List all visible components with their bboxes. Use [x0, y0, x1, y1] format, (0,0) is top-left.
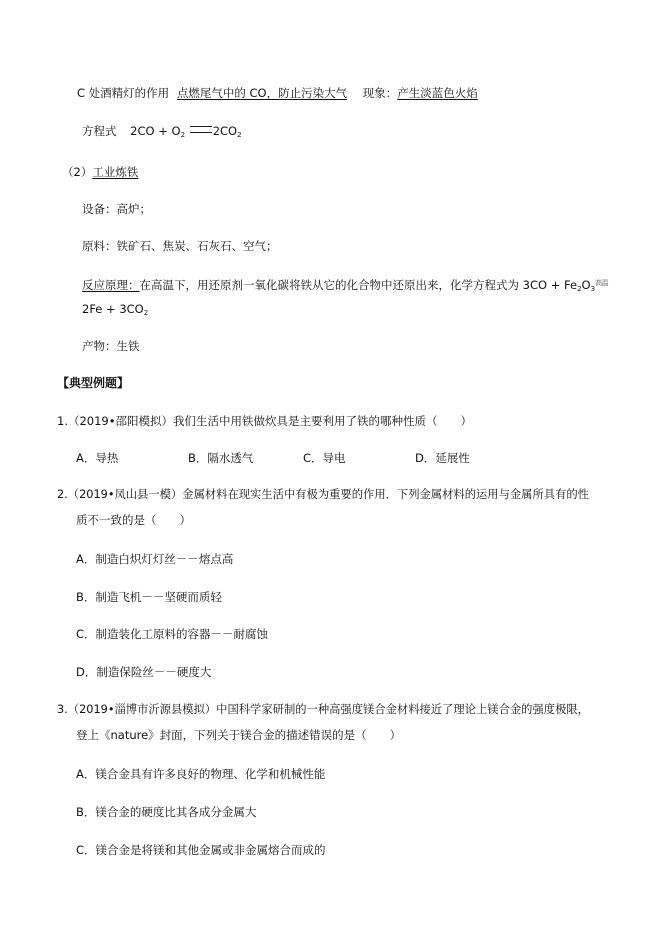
equation-line: [82, 124, 242, 142]
materials-line: 原料：铁矿石、焦炭、石灰石、空气；: [82, 239, 278, 253]
part2-heading: [62, 165, 138, 179]
q3-option-c[interactable]: C．镁合金是将镁和其他金属或非金属熔合而成的: [76, 843, 326, 857]
equation-rhs: $2CO_2$: [212, 124, 242, 139]
phenomenon-text: 产生淡蓝色火焰: [397, 86, 478, 100]
section-c-purpose: 点燃尾气中的 CO，防止污染大气: [176, 86, 348, 100]
section-c-line: [77, 86, 478, 100]
q2-option-b[interactable]: B．制造飞机－－坚硬而质轻: [76, 590, 222, 604]
equals-sign: [190, 126, 212, 133]
q2-option-d[interactable]: D．制造保险丝－－硬度大: [76, 665, 212, 679]
q1-option-d[interactable]: D．延展性: [415, 451, 470, 465]
q3-option-b[interactable]: B．镁合金的硬度比其各成分金属大: [76, 805, 257, 819]
equipment-line: 设备：高炉；: [82, 202, 151, 216]
q2-option-c[interactable]: C．制造装化工原料的容器－－耐腐蚀: [76, 627, 269, 641]
principle-label: 反应原理：: [82, 278, 140, 292]
q1-option-b[interactable]: B．隔水透气: [188, 451, 254, 465]
q2-option-a[interactable]: A．制造白炽灯灯丝－－熔点高: [76, 552, 234, 566]
part2-number: （2）: [62, 165, 93, 179]
q3-option-a[interactable]: A．镁合金具有许多良好的物理、化学和机械性能: [76, 767, 326, 781]
typical-examples-heading: 【典型例题】: [57, 376, 130, 390]
section-c-prefix: C 处酒精灯的作用: [77, 86, 170, 100]
principle-text: 在高温下，用还原剂一氧化碳将铁从它的化合物中还原出来，化学方程式为 3CO + Fe: [139, 278, 578, 292]
question-3-stem-line1: 3.（2019•淄博市沂源县模拟）中国科学家研制的一种高强度镁合金材料接近了理论上镁合金的强度极限，: [57, 703, 589, 716]
equation-lhs: $2CO + O_2$: [130, 124, 186, 139]
oxygen-symbol: O: [581, 278, 591, 292]
product-line: 产物：生铁: [82, 339, 140, 353]
question-2-stem-line1: 2.（2019•凤山县一模）金属材料在现实生活中有极为重要的作用．下列金属材料的运用与金属所具有的性: [57, 488, 589, 501]
principle-line: [82, 276, 608, 296]
equation-label: 方程式: [82, 124, 117, 138]
fe-subscript: 2: [577, 285, 582, 293]
q1-option-a[interactable]: A．导热: [76, 451, 119, 465]
question-1-stem: 1.（2019•邵阳模拟）我们生活中用铁做炊具是主要利用了铁的哪种性质（ ）: [57, 414, 473, 428]
principle-line-2: $2Fe + 3CO_2$: [82, 302, 149, 317]
q1-option-c[interactable]: C．导电: [303, 451, 346, 465]
part2-title: 工业炼铁: [92, 165, 139, 179]
question-3-stem-line2: 登上《nature》封面，下列关于镁合金的描述错误的是（ ）: [76, 728, 402, 742]
o-subscript: 3: [590, 285, 596, 293]
question-2-stem-line2: 质不一致的是（ ）: [76, 513, 191, 527]
high-temp-condition: 高温: [595, 279, 609, 287]
phenomenon-label: 现象：: [362, 86, 398, 100]
